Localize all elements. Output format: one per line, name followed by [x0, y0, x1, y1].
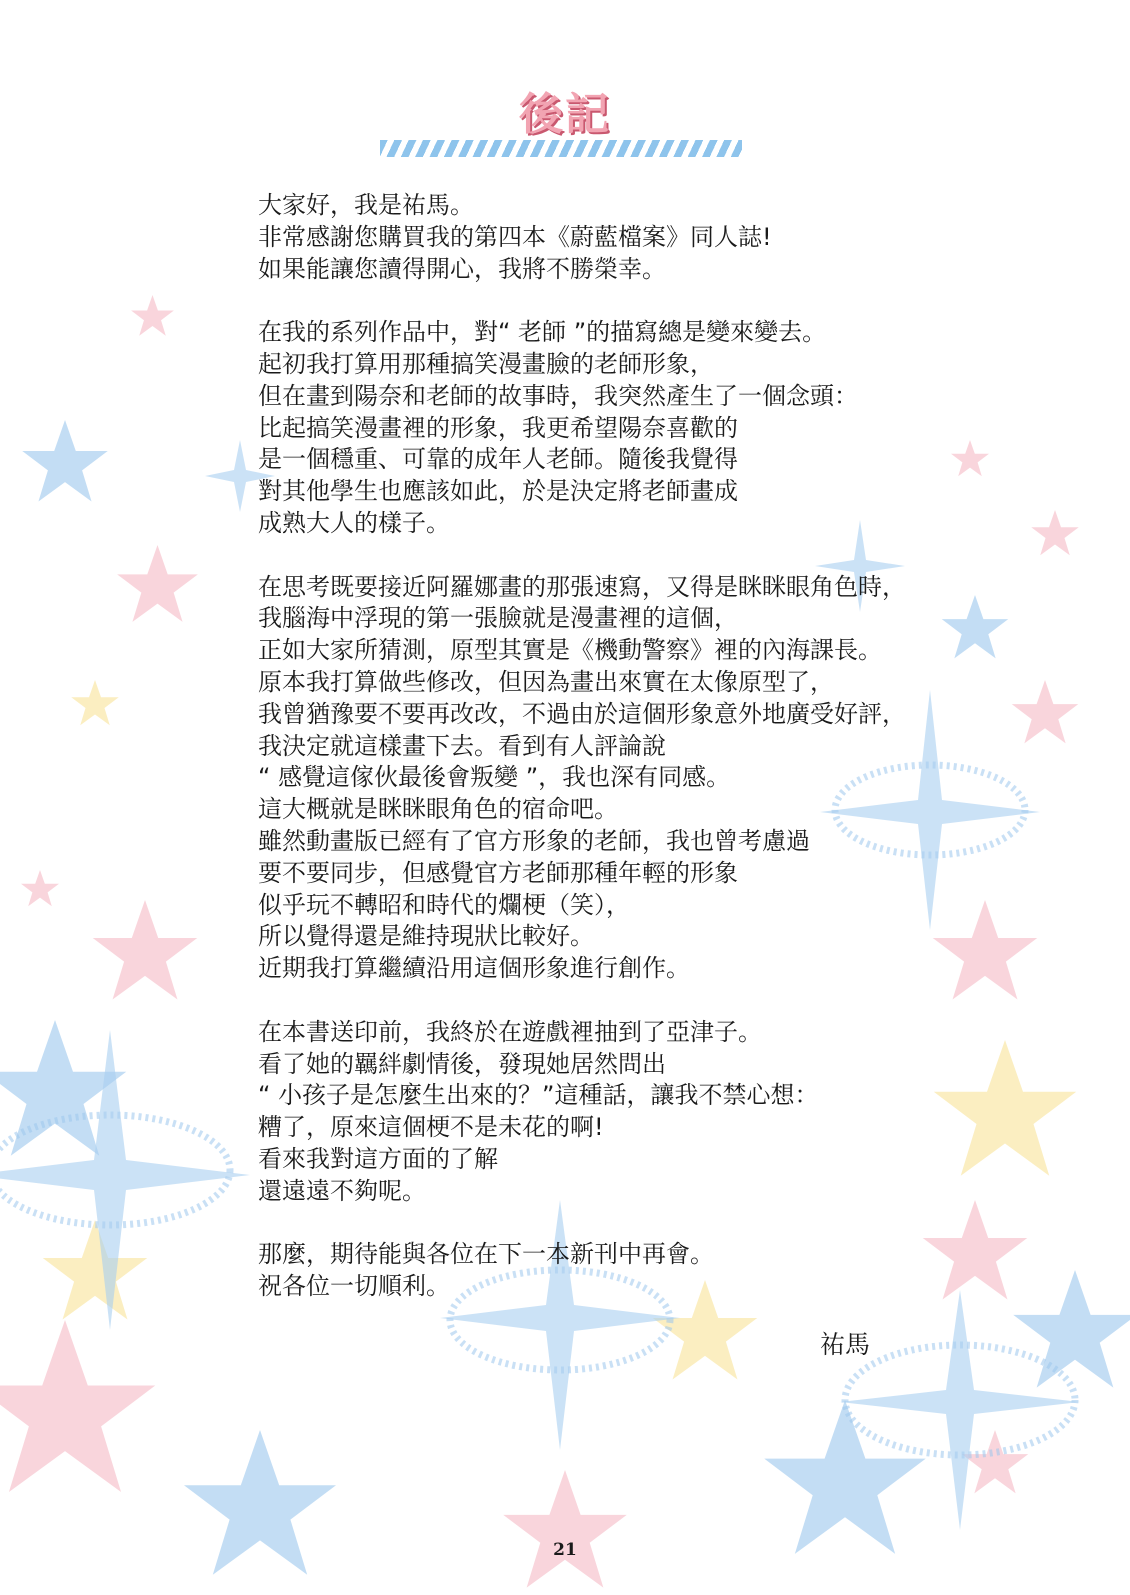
text-line: 對其他學生也應該如此，於是決定將老師畫成: [258, 477, 738, 506]
star-shape: [1031, 510, 1079, 555]
star-shape: [503, 1470, 627, 1588]
star-shape: [0, 1320, 155, 1492]
author-signature: 祐馬: [820, 1330, 871, 1359]
text-line: 這大概就是眯眯眼角色的宿命吧。: [258, 795, 618, 824]
text-line: “ 感覺這傢伙最後會叛變 ”，我也深有同感。: [258, 763, 731, 792]
afterword-body: [258, 190, 978, 1335]
text-line: 我曾猶豫要不要再改改，不過由於這個形象意外地廣受好評，: [258, 699, 906, 728]
text-line: 我腦海中浮現的第一張臉就是漫畫裡的這個，: [258, 604, 738, 633]
text-line: 非常感謝您購買我的第四本《蔚藍檔案》同人誌!: [258, 222, 772, 251]
text-line: 是一個穩重、可靠的成年人老師。隨後我覺得: [258, 445, 738, 474]
title-stripe-divider: [380, 140, 742, 157]
text-line: 成熟大人的樣子。: [258, 508, 450, 537]
text-line: 大家好，我是祐馬。: [258, 191, 474, 219]
text-line: 糟了，原來這個梗不是未花的啊!: [258, 1113, 604, 1142]
text-line: 我決定就這樣畫下去。看到有人評論說: [258, 731, 666, 760]
text-line: 在本書送印前，我終於在遊戲裡抽到了亞津子。: [258, 1017, 762, 1046]
star-shape: [962, 1430, 1029, 1493]
star-shape: [117, 545, 198, 622]
paragraph: [258, 1017, 978, 1208]
star-shape: [1013, 1270, 1130, 1388]
text-line: “ 小孩子是怎麼生出來的？”這種話，讓我不禁心想：: [258, 1081, 819, 1110]
paragraph: [258, 317, 978, 540]
page-title: 後記: [519, 89, 611, 140]
paragraph: [258, 190, 978, 285]
text-line: 比起搞笑漫畫裡的形象，我更希望陽奈喜歡的: [258, 413, 738, 442]
text-line: 如果能讓您讀得開心，我將不勝榮幸。: [258, 254, 666, 283]
text-line: 正如大家所猜測，原型其實是《機動警察》裡的內海課長。: [258, 636, 882, 665]
star-shape: [764, 1400, 926, 1554]
text-line: 所以覺得還是維持現狀比較好。: [258, 922, 594, 951]
text-line: 在我的系列作品中，對“ 老師 ”的描寫總是變來變去。: [258, 318, 827, 347]
star-shape: [131, 295, 174, 336]
text-line: 雖然動畫版已經有了官方形象的老師，我也曾考慮過: [258, 826, 810, 855]
text-line: 近期我打算繼續沿用這個形象進行創作。: [258, 954, 690, 983]
text-line: 但在畫到陽奈和老師的故事時，我突然產生了一個念頭：: [258, 381, 858, 410]
text-line: 原本我打算做些修改，但因為畫出來實在太像原型了，: [258, 667, 834, 696]
text-line: 那麼，期待能與各位在下一本新刊中再會。: [258, 1240, 714, 1269]
text-line: 祝各位一切順利。: [258, 1272, 450, 1301]
star-shape: [43, 1220, 148, 1320]
star-shape: [71, 680, 119, 725]
text-line: 看了她的羈絆劇情後，發現她居然問出: [258, 1049, 666, 1078]
text-line: 看來我對這方面的了解: [258, 1144, 498, 1173]
text-line: 要不要同步，但感覺官方老師那種年輕的形象: [258, 858, 738, 887]
paragraph: [258, 572, 978, 985]
star-shape: [1012, 680, 1079, 743]
text-line: 似乎玩不轉昭和時代的爛梗（笑），: [258, 890, 630, 919]
paragraph: [258, 1239, 978, 1303]
text-line: 起初我打算用那種搞笑漫畫臉的老師形象，: [258, 349, 714, 378]
page-number: 21: [553, 1540, 577, 1560]
star-shape: [21, 870, 59, 906]
star-shape: [22, 420, 108, 501]
text-line: 在思考既要接近阿羅娜畫的那張速寫，又得是眯眯眼角色時，: [258, 572, 906, 601]
star-shape: [93, 900, 198, 1000]
text-line: 還遠遠不夠呢。: [258, 1176, 426, 1205]
